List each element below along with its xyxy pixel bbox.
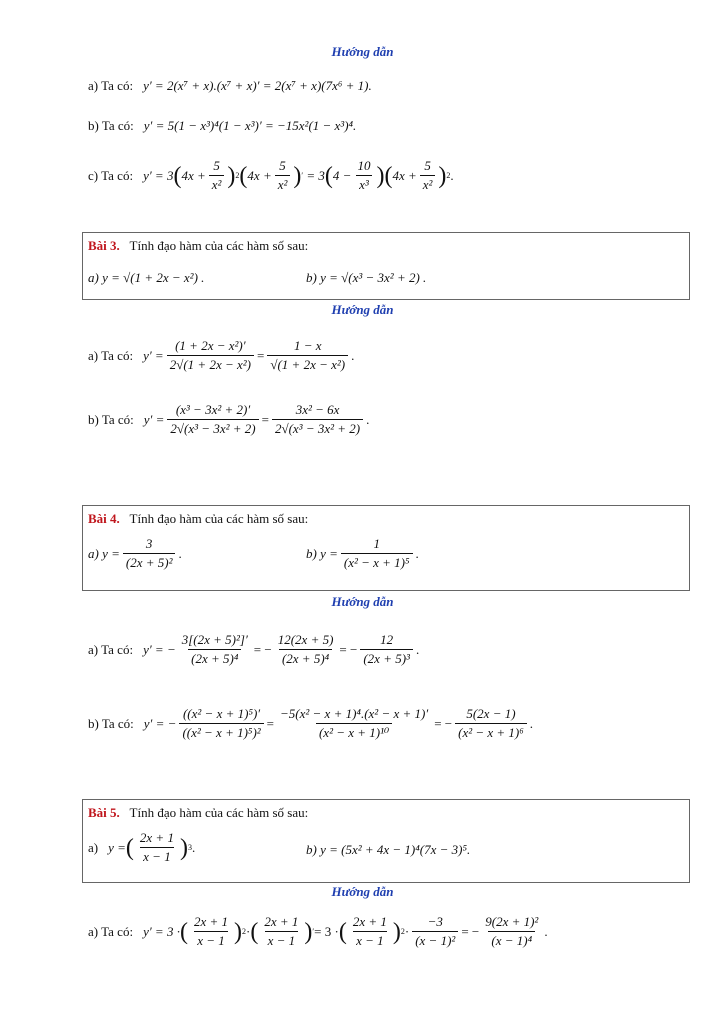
problem-4b: b) y = $\frac{1}{\text{(x² − x + 1)⁵}}$ . — [306, 536, 419, 570]
math-part: 4x + — [181, 167, 206, 183]
math-part: a) y = — [88, 545, 120, 561]
section-heading-huong-dan: Hướng dẫn — [331, 44, 394, 59]
fraction: $\frac{12}{\text{(2x + 5)³}}$ — [360, 632, 413, 667]
fraction: $\frac{3}{\text{(2x + 5)²}}$ — [123, 536, 176, 571]
solution-label: b) Ta có: — [88, 411, 134, 427]
section-heading-huong-dan: Hướng dẫn — [331, 594, 394, 609]
fraction: $\frac{2x + 1}{x - 1}$ — [139, 830, 174, 864]
solution-3a: a) Ta có: y′ = $\frac{\text{(1 + 2x − x²)′}}{\text{2√(1 + 2x − x²)}}$ = $\frac{1 - x}{\text{√(1 + 2x − x²)}}$ . — [88, 338, 355, 372]
fraction: $\frac{1 - x}{\text{√(1 + 2x − x²)}}$ — [267, 338, 348, 373]
math-part: 4x + — [247, 167, 272, 183]
solution-5a: a) Ta có: y′ = 3 · ( $\frac{2x + 1}{x - 1}$ ) 2 · ( $\frac{2x + 1}{x - 1}$ ) ′ = 3 · ( $\frac{2x + 1}{x - 1}$ ) 2 · $\frac{-3}{\text{(x − 1)²}}$ = − $\frac{\text{9(2x + 1)²}}{\text{(x − 1)⁴}}$ . — [88, 914, 548, 948]
math-expression: y′ = 5(1 − x³)⁴(1 − x³)′ = −15x²(1 − x³)⁴. — [143, 118, 357, 133]
math-part: a) — [88, 839, 99, 855]
math-part: y′ = 3 — [143, 167, 174, 183]
fraction: $\frac{5}{\text{x²}}$ — [209, 158, 225, 193]
fraction: $\frac{\text{9(2x + 1)²}}{\text{(x − 1)⁴}}$ — [485, 914, 539, 948]
problem-task: Tính đạo hàm của các hàm số sau: — [129, 238, 309, 253]
fraction: $\frac{\text{3x² − 6x}}{\text{2√(x³ − 3x² + 2)}}$ — [272, 402, 363, 437]
fraction: $\frac{\text{(x³ − 3x² + 2)′}}{\text{2√(x³ − 3x² + 2)}}$ — [167, 402, 258, 437]
solution-label: a) Ta có: — [88, 641, 134, 657]
problem-4a: a) y = $\frac{3}{\text{(2x + 5)²}}$ . — [88, 536, 182, 570]
fraction: $\frac{2x + 1}{x - 1}$ — [264, 914, 299, 948]
problem-5b: b) y = (5x² + 4x − 1)⁴(7x − 3)⁵. — [306, 842, 471, 857]
problem-task: Tính đạo hàm của các hàm số sau: — [129, 805, 309, 820]
math-part: b) y = — [306, 545, 338, 561]
problem-5a: a) y = ( $\frac{2x + 1}{x - 1}$ ) 3 . — [88, 830, 196, 864]
solution-label: a) Ta có: — [88, 78, 134, 93]
fraction: $\frac{1}{\text{(x² − x + 1)⁵}}$ — [341, 536, 413, 571]
problem-number: Bài 5. — [88, 805, 120, 820]
solution-label: a) Ta có: — [88, 923, 134, 939]
fraction: $\frac{10}{\text{x³}}$ — [357, 158, 371, 192]
solution-1a — [88, 78, 372, 94]
solution-4a: a) Ta có: y′ = − $\frac{\text{3[(2x + 5)²]′}}{\text{(2x + 5)⁴}}$ = − $\frac{12(2x + 5)}{\text{(2x + 5)⁴}}$ = − $\frac{12}{\text{(2x + 5)³}}$ . — [88, 632, 420, 666]
problem-number: Bài 3. — [88, 238, 120, 253]
solution-label: b) Ta có: — [88, 118, 134, 133]
problem-3b: b) y = √(x³ − 3x² + 2) . — [306, 270, 427, 285]
fraction: $\frac{2x + 1}{x - 1}$ — [352, 914, 387, 948]
math-part: 4 − — [332, 167, 352, 183]
fraction: $\frac{5}{\text{x²}}$ — [275, 158, 291, 193]
solution-label: c) Ta có: — [88, 167, 134, 183]
fraction: $\frac{-3}{\text{(x − 1)²}}$ — [412, 914, 458, 949]
problem-task: Tính đạo hàm của các hàm số sau: — [129, 511, 309, 526]
solution-label: b) Ta có: — [88, 715, 134, 731]
section-heading-huong-dan: Hướng dẫn — [331, 302, 394, 317]
fraction: $\frac{\text{(1 + 2x − x²)′}}{\text{2√(1 + 2x − x²)}}$ — [167, 338, 254, 373]
math-part: = 3 — [306, 167, 325, 183]
fraction: $\frac{\text{3[(2x + 5)²]′}}{\text{(2x + 5)⁴}}$ — [181, 632, 248, 666]
solution-1c: c) Ta có: y′ = 3 ( 4x + $\frac{5}{\text{x²}}$ ) 2 ( 4x + $\frac{5}{\text{x²}}$ ) ′ = 3 ( 4 − $\frac{10}{\text{x³}}$ ) ( 4x + $\frac{5}{\text{x²}}$ ) 2 . — [88, 158, 454, 192]
fraction: $\frac{\text{−5(x² − x + 1)⁴.(x² − x + 1)′}}{\text{(x² − x + 1)¹⁰}}$ — [280, 706, 429, 740]
solution-label: a) Ta có: — [88, 347, 134, 363]
problem-number: Bài 4. — [88, 511, 120, 526]
math-expression: y′ = 2(x⁷ + x).(x⁷ + x)′ = 2(x⁷ + x)(7x⁶ + 1). — [143, 78, 372, 93]
problem-header — [88, 238, 308, 254]
math-part: 4x + — [392, 167, 417, 183]
fraction: $\frac{5(2x - 1)}{\text{(x² − x + 1)⁶}}$ — [455, 706, 527, 741]
solution-4b: b) Ta có: y′ = − $\frac{\text{((x² − x + 1)⁵)′}}{\text{((x² − x + 1)⁵)²}}$ = $\frac{\text{−5(x² − x + 1)⁴.(x² − x + 1)′}}{\text{(x² − x + 1)¹⁰}}$ = − $\frac{5(2x - 1)}{\text{(x² − x + 1)⁶}}$ . — [88, 706, 534, 740]
problem-header — [88, 511, 308, 527]
fraction: $\frac{12(2x + 5)}{\text{(2x + 5)⁴}}$ — [277, 632, 334, 666]
fraction: $\frac{5}{\text{x²}}$ — [420, 158, 436, 193]
solution-1b — [88, 118, 356, 134]
solution-3b: b) Ta có: y′ = $\frac{\text{(x³ − 3x² + 2)′}}{\text{2√(x³ − 3x² + 2)}}$ = $\frac{\text{3x² − 6x}}{\text{2√(x³ − 3x² + 2)}}$ . — [88, 402, 370, 436]
section-heading-huong-dan: Hướng dẫn — [331, 884, 394, 899]
fraction: $\frac{2x + 1}{x - 1}$ — [193, 914, 228, 948]
problem-header — [88, 805, 308, 821]
problem-3a: a) y = √(1 + 2x − x²) . — [88, 270, 205, 285]
fraction: $\frac{\text{((x² − x + 1)⁵)′}}{\text{((x² − x + 1)⁵)²}}$ — [179, 706, 263, 741]
